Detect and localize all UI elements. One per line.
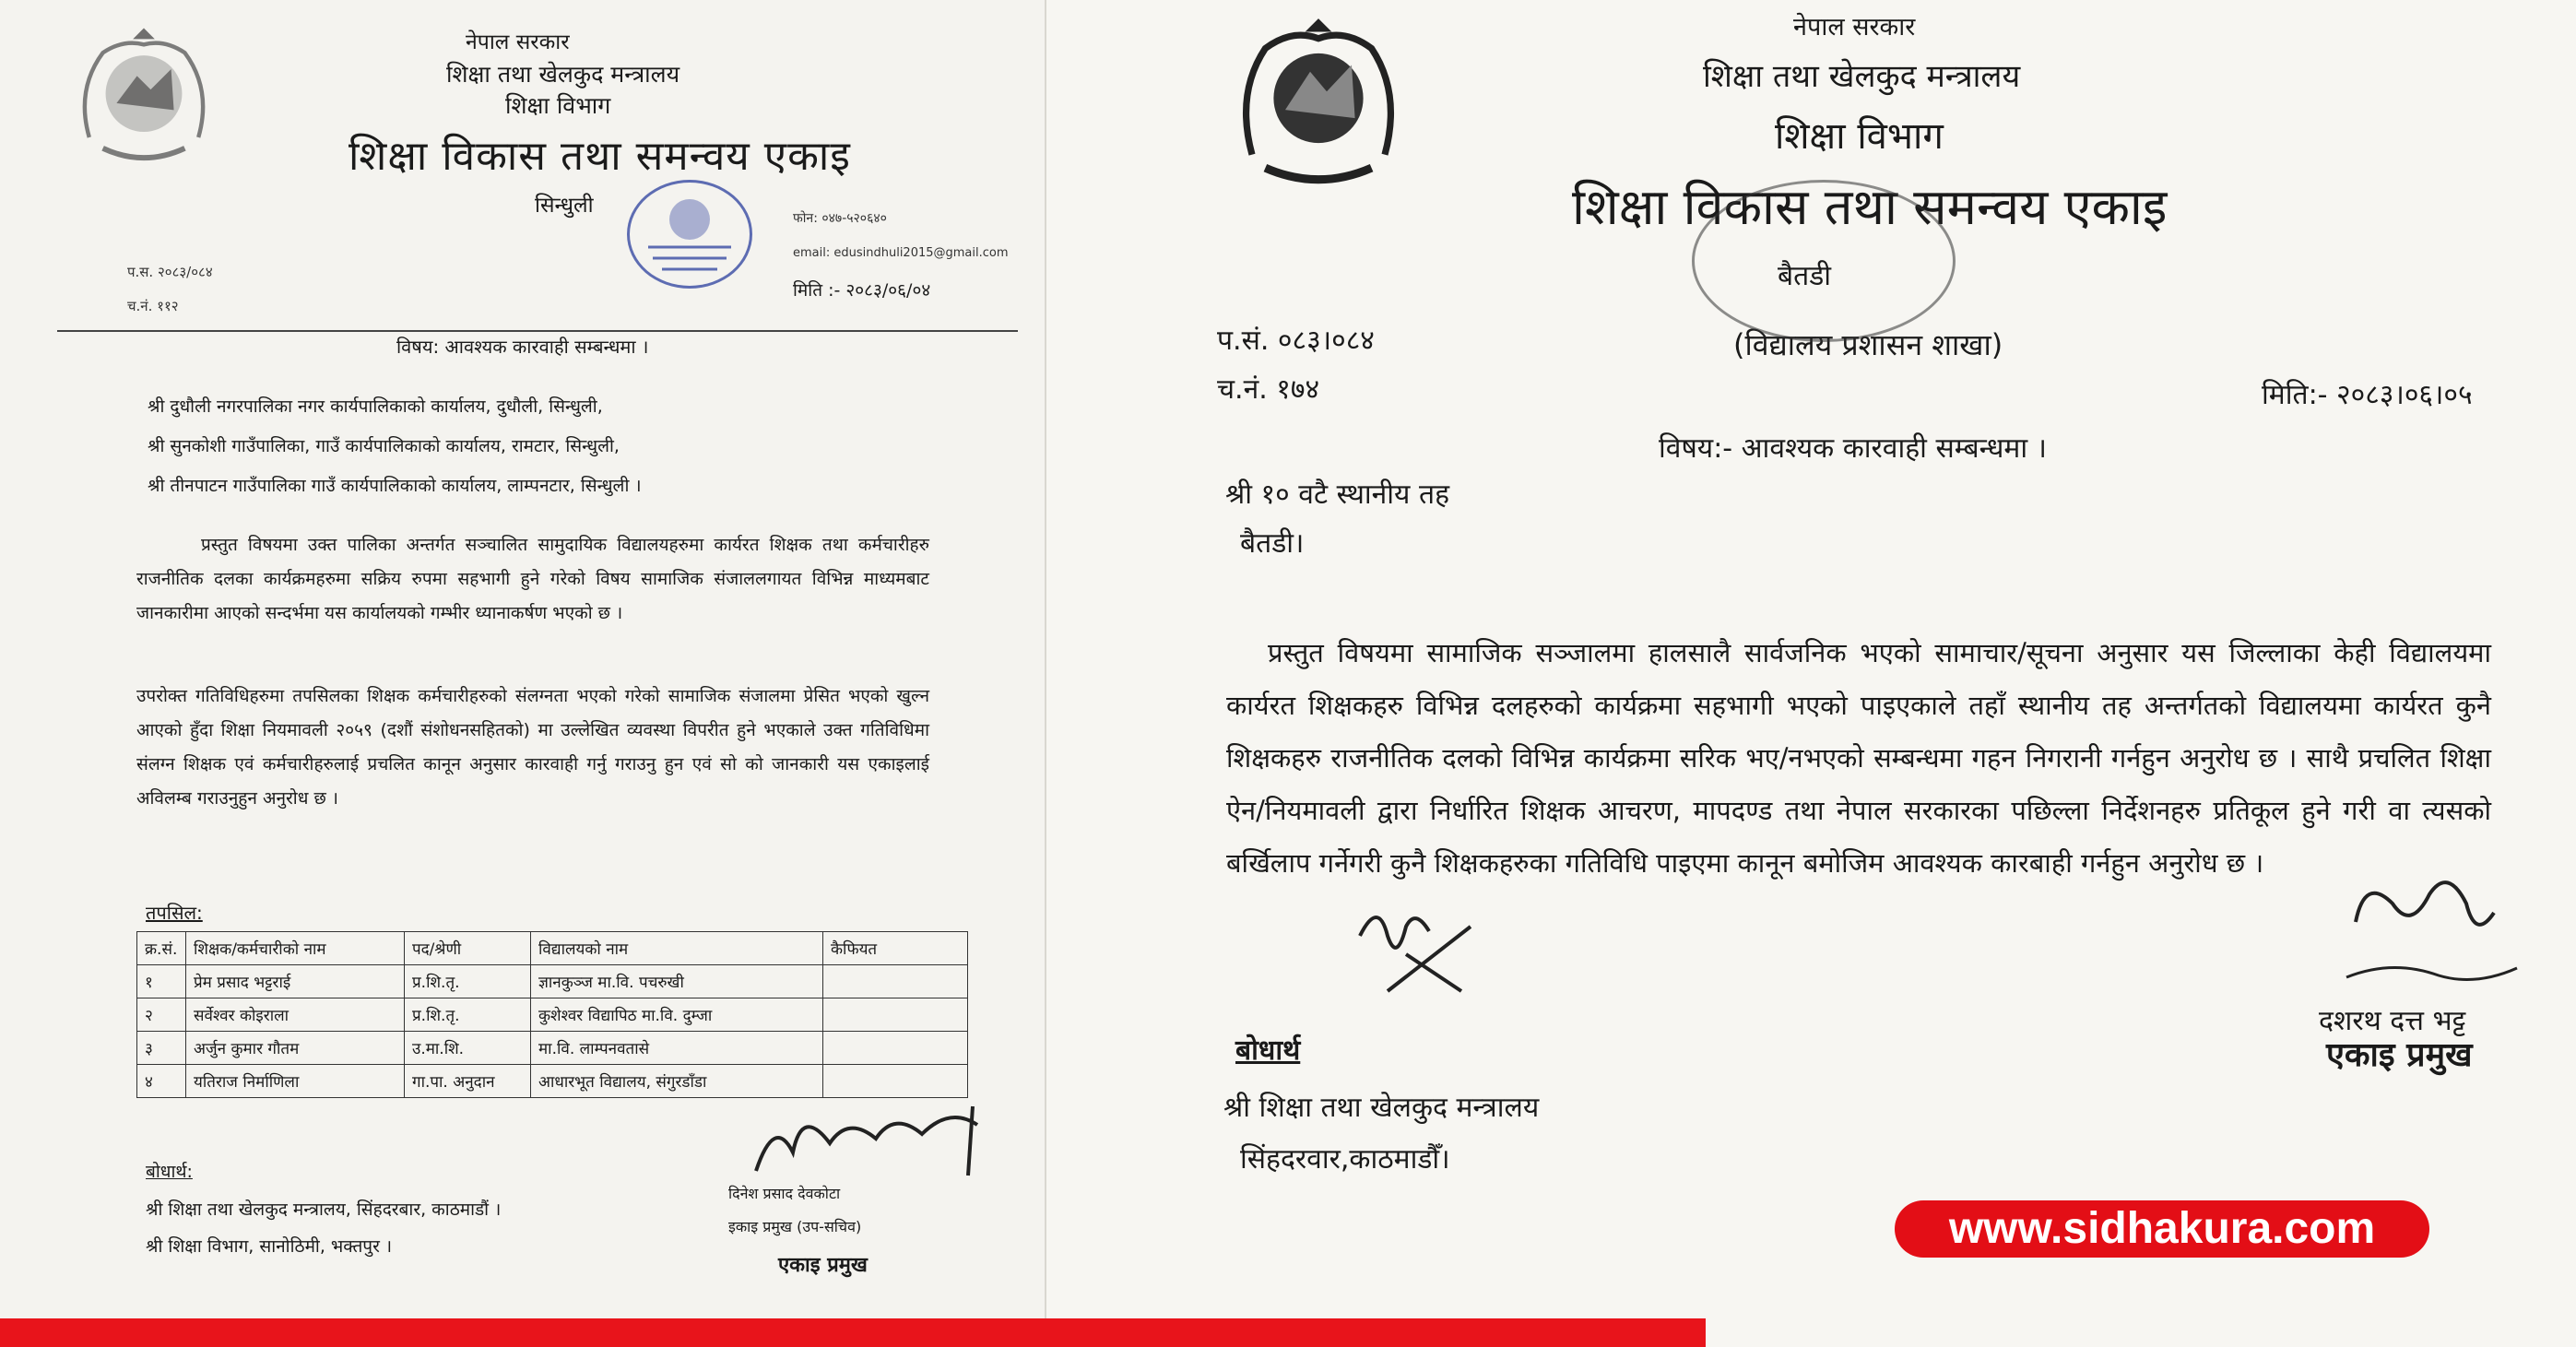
- signer-unit: एकाइ प्रमुख: [778, 1254, 868, 1277]
- signer-role: इकाइ प्रमुख (उप-सचिव): [728, 1218, 862, 1235]
- recipient-line: श्री दुधौली नगरपालिका नगर कार्यपालिकाको कार्यालय, दुधौली, सिन्धुली,: [148, 396, 603, 417]
- cc-heading: बोधार्थ: [1235, 1034, 1301, 1067]
- letter-date: मिति:- २०८३।०६।०५: [2262, 379, 2473, 411]
- signer-name: दशरथ दत्त भट्ट: [2319, 1005, 2466, 1037]
- red-accent-bar: [0, 1318, 1706, 1347]
- letterhead-ministry: शिक्षा तथा खेलकुद मन्त्रालय: [446, 61, 680, 88]
- table-row: [137, 965, 968, 998]
- table-cell: यतिराज निर्माणिला: [186, 1065, 405, 1098]
- table-cell: [823, 1065, 968, 1098]
- letterhead-branch: (विद्यालय प्रशासन शाखा): [1733, 327, 2003, 362]
- table-header-cell: क्र.सं.: [137, 932, 186, 965]
- letter-ps-number: प.सं. ०८३।०८४: [1217, 325, 1375, 357]
- table-header-cell: पद/श्रेणी: [405, 932, 531, 965]
- letter-ps-number: प.स. २०८३/०८४: [127, 264, 213, 280]
- letter-cn-number: च.नं. १७४: [1217, 373, 1320, 406]
- cc-line: श्री शिक्षा तथा खेलकुद मन्त्रालय: [1223, 1092, 1540, 1124]
- table-cell: प्र.शि.तृ.: [405, 998, 531, 1032]
- cc-line: सिंहदरवार,काठमाडौँ।: [1240, 1143, 1450, 1176]
- table-cell: गा.पा. अनुदान: [405, 1065, 531, 1098]
- table-cell: उ.मा.शि.: [405, 1032, 531, 1065]
- office-stamp-icon: [1692, 180, 1956, 342]
- cc-line: श्री शिक्षा तथा खेलकुद मन्त्रालय, सिंहदरबार, काठमाडौं ।: [146, 1199, 502, 1220]
- table-cell: [823, 998, 968, 1032]
- table-cell: कुशेश्वर विद्यापिठ मा.वि. दुम्जा: [531, 998, 823, 1032]
- table-cell: २: [137, 998, 186, 1032]
- recipient-line: बैतडी।: [1240, 527, 1305, 560]
- recipient-line: श्री सुनकोशी गाउँपालिका, गाउँ कार्यपालिकाको कार्यालय, रामटार, सिन्धुली,: [148, 436, 620, 456]
- table-cell: मा.वि. लाम्पनवतासे: [531, 1032, 823, 1065]
- table-header-cell: विद्यालयको नाम: [531, 932, 823, 965]
- letterhead-district: सिन्धुली: [535, 194, 594, 218]
- table-cell: प्रेम प्रसाद भट्टराई: [186, 965, 405, 998]
- letterhead-department: शिक्षा विभाग: [1775, 115, 1944, 158]
- table-cell: आधारभूत विद्यालय, संगुरडाँडा: [531, 1065, 823, 1098]
- signature-icon: [738, 1097, 996, 1185]
- table-header-row: [137, 932, 968, 965]
- staff-table: [136, 931, 968, 1098]
- table-row: [137, 1032, 968, 1065]
- table-header-cell: शिक्षक/कर्मचारीको नाम: [186, 932, 405, 965]
- table-cell: सर्वेश्वर कोइराला: [186, 998, 405, 1032]
- recipient-line: श्री तीनपाटन गाउँपालिका गाउँ कार्यपालिकाको कार्यालय, लाम्पनटार, सिन्धुली ।: [148, 476, 642, 496]
- table-cell: ३: [137, 1032, 186, 1065]
- header-divider: [57, 330, 1018, 332]
- body-paragraph: प्रस्तुत विषयमा सामाजिक सञ्जालमा हालसालै सार्वजनिक भएको सामाचार/सूचना अनुसार यस जिल्लाका केही विद्यालयमा कार्यरत शिक्षकहरु विभिन्न दलहरुको कार्यक्रमा सहभागी भएको पाइएकाले तहाँ स्थानीय तह अन्तर्गतको विद्यालयमा कार्यरत कुनै शिक्षकहरु राजनीतिक दलको विभिन्न कार्यक्रमा सरिक भए/नभएको सम्बन्धमा गहन निगरानी गर्नहुन अनुरोध छ । साथै प्रचलित शिक्षा ऐन/नियमावली द्वारा निर्धारित शिक्षक आचरण, मापदण्ड तथा नेपाल सरकारका पछिल्ला निर्देशनहरु प्रतिकूल हुने गरी वा त्यसको बर्खिलाप गर्नेगरी कुनै शिक्षकहरुका गतिविधि पाइएमा कानून बमोजिम आवश्यक कारबाही गर्नहुन अनुरोध छ ।: [1226, 637, 2491, 879]
- table-cell: १: [137, 965, 186, 998]
- cc-heading: बोधार्थ:: [146, 1162, 193, 1182]
- email-address: email: edusindhuli2015@gmail.com: [793, 246, 1009, 260]
- letterhead-unit: शिक्षा विकास तथा समन्वय एकाइ: [349, 133, 851, 180]
- right-letter: [1046, 0, 2576, 1347]
- table-cell: प्र.शि.तृ.: [405, 965, 531, 998]
- recipient-line: श्री १० वटै स्थानीय तह: [1225, 479, 1450, 511]
- table-header-cell: कैफियत: [823, 932, 968, 965]
- letterhead-ministry: शिक्षा तथा खेलकुद मन्त्रालय: [1703, 58, 2021, 95]
- signature-icon: [1351, 899, 1489, 1000]
- nepal-emblem-icon: [1235, 17, 1401, 196]
- table-cell: [823, 965, 968, 998]
- letter-cn-number: च.नं. ११२: [127, 298, 179, 314]
- site-watermark: www.sidhakura.com: [1895, 1200, 2429, 1258]
- letterhead-government: नेपाल सरकार: [466, 30, 570, 54]
- table-cell: ज्ञानकुञ्ज मा.वि. पचरुखी: [531, 965, 823, 998]
- nepal-emblem-icon: [76, 28, 212, 173]
- signer-role: एकाइ प्रमुख: [2326, 1036, 2473, 1074]
- left-letter: [0, 0, 1046, 1347]
- table-row: [137, 998, 968, 1032]
- body-paragraph-1: प्रस्तुत विषयमा उक्त पालिका अन्तर्गत सञ्चालित सामुदायिक विद्यालयहरुमा कार्यरत शिक्षक तथा कर्मचारीहरु राजनीतिक दलका कार्यक्रमहरुमा सक्रिय रुपमा सहभागी हुने गरेको विषय सामाजिक संजाललगायत विभिन्न माध्यमबाट जानकारीमा आएको सन्दर्भमा यस कार्यालयको गम्भीर ध्यानाकर्षण भएको छ ।: [136, 535, 929, 623]
- detail-heading: तपसिल:: [146, 902, 203, 924]
- table-cell: अर्जुन कुमार गौतम: [186, 1032, 405, 1065]
- table-cell: ४: [137, 1065, 186, 1098]
- signature-icon: [2337, 867, 2531, 1005]
- body-paragraph-2: उपरोक्त गतिविधिहरुमा तपसिलका शिक्षक कर्मचारीहरुको संलग्नता भएको गरेको सामाजिक संजालमा प्रेसित भएको खुल्न आएको हुँदा शिक्षा नियमावली २०५९ (दशौं संशोधनसहितको) मा उल्लेखित व्यवस्था विपरीत हुने भएकाले उक्त गतिविधिमा संलग्न शिक्षक एवं कर्मचारीहरुलाई प्रचलित कानून अनुसार कारवाही गर्नु गराउनु हुन एवं सो को जानकारी यस एकाइलाई अविलम्ब गराउनुहुन अनुरोध छ ।: [136, 686, 929, 809]
- signer-name: दिनेश प्रसाद देवकोटा: [728, 1185, 841, 1202]
- office-stamp-icon: [627, 180, 752, 289]
- letterhead-unit: शिक्षा विकास तथा समन्वय एकाइ: [1572, 178, 2168, 236]
- letterhead-government: नेपाल सरकार: [1793, 13, 1916, 41]
- cc-line: श्री शिक्षा विभाग, सानोठिमी, भक्तपुर ।: [146, 1236, 393, 1257]
- table-cell: [823, 1032, 968, 1065]
- letterhead-department: शिक्षा विभाग: [505, 92, 611, 119]
- letter-subject: विषय:- आवश्यक कारवाही सम्बन्धमा ।: [1659, 432, 2048, 465]
- letter-date: मिति :- २०८३/०६/०४: [793, 280, 931, 301]
- table-row: [137, 1065, 968, 1098]
- letter-subject: विषय: आवश्यक कारवाही सम्बन्धमा ।: [396, 336, 649, 358]
- letterhead-district: बैतडी: [1778, 260, 1832, 292]
- phone-number: फोन: ०४७-५२०६४०: [793, 211, 887, 226]
